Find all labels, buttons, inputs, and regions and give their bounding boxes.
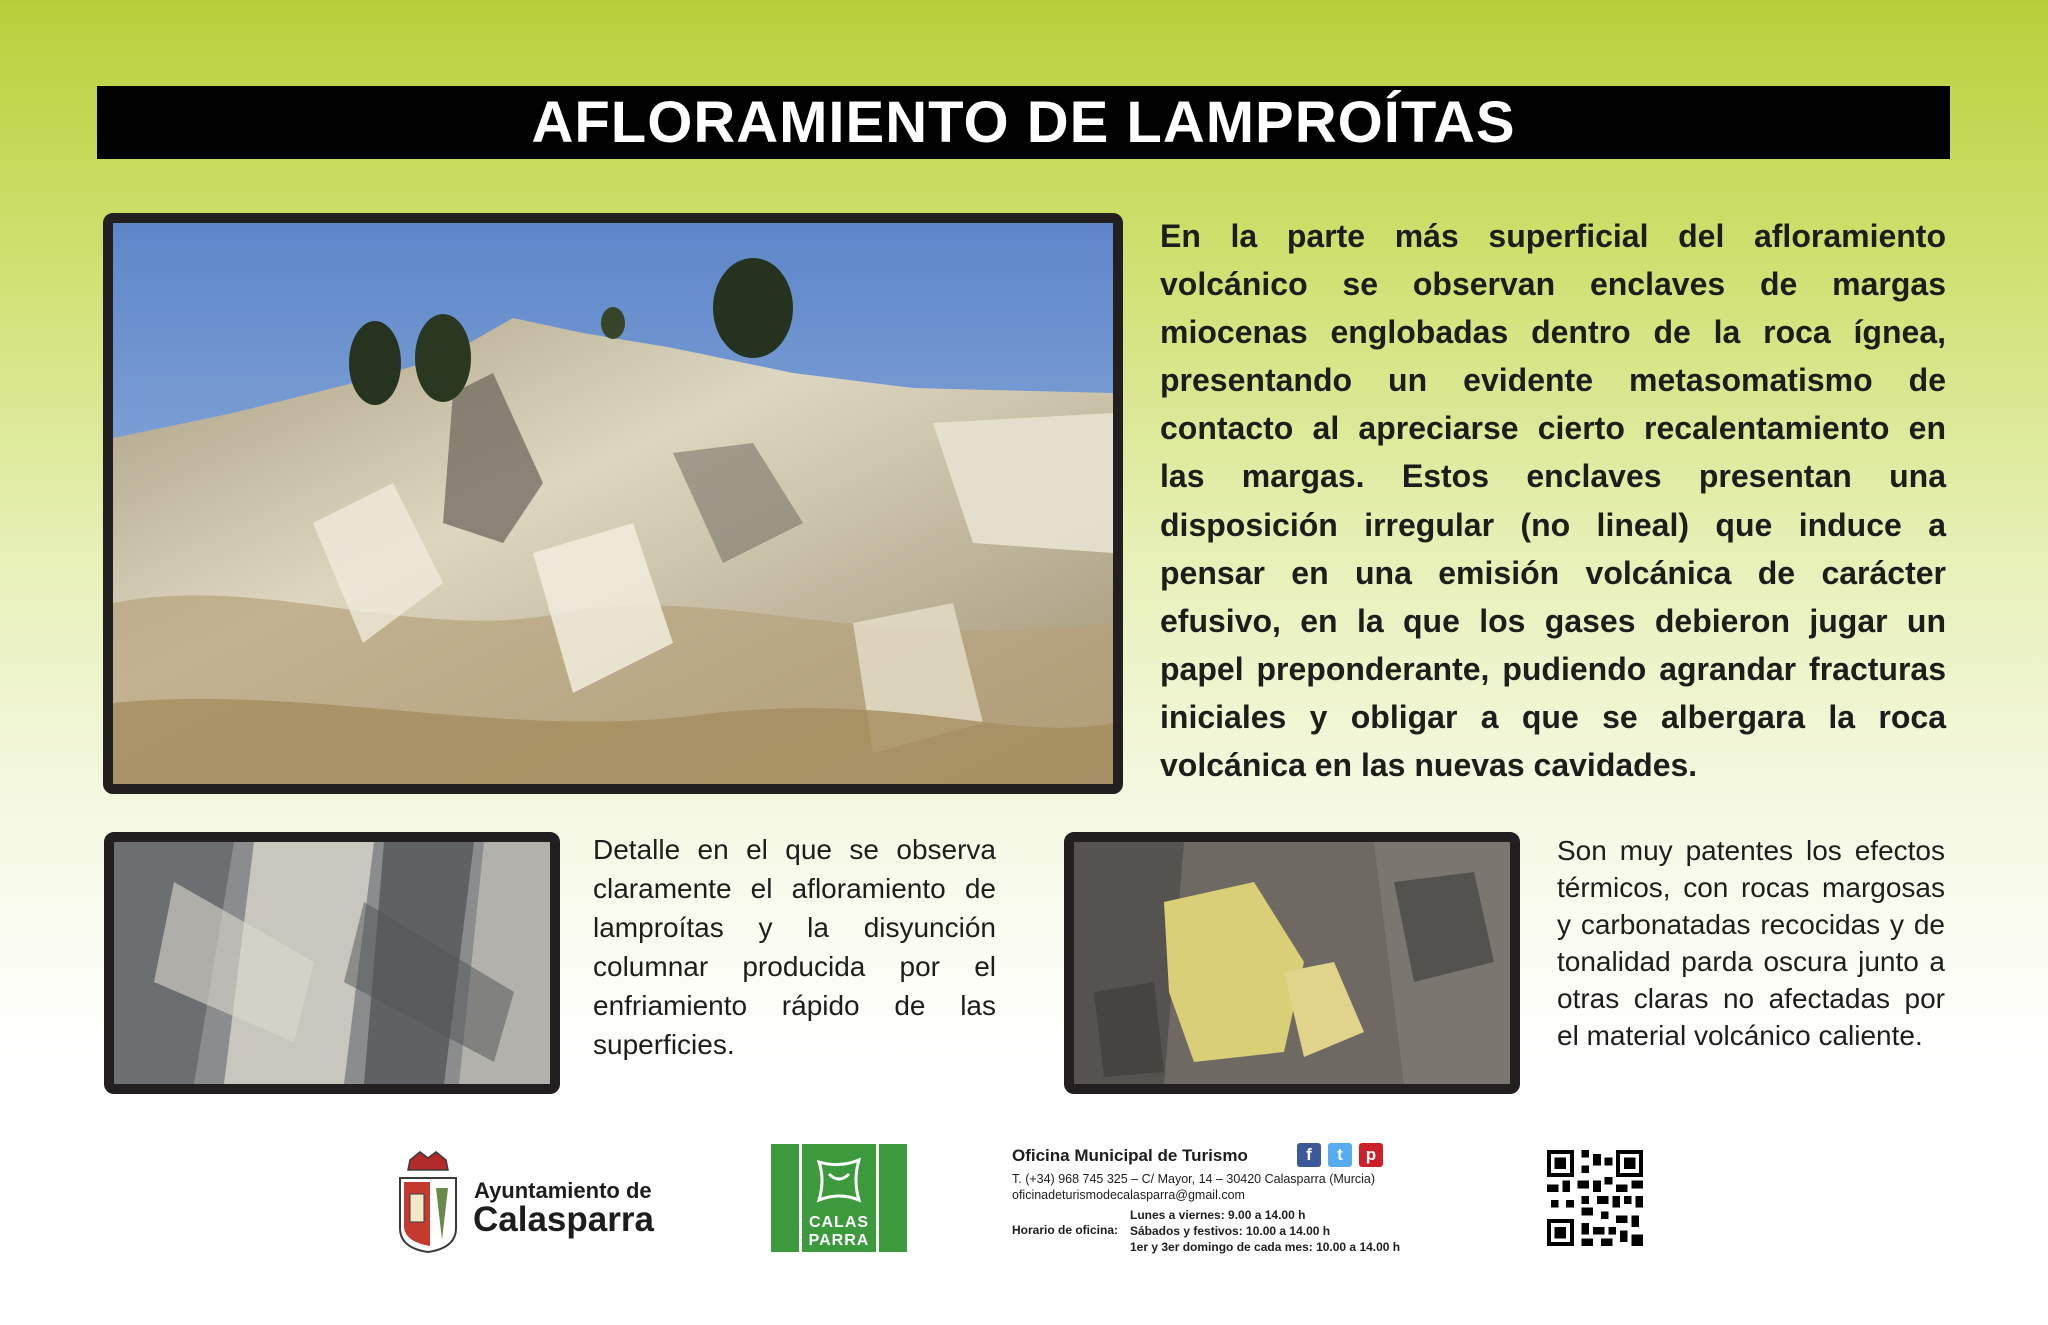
thermal-effects-photo (1064, 832, 1520, 1094)
outcrop-photo (103, 213, 1123, 794)
main-description: En la parte más superficial del afloramiento volcánico se observan enclaves de margas miocenas englobadas dentro de la roca ígnea, presentando un evidente metasomatismo de contacto al apreciarse cierto recalentamiento en las margas. Estos enclaves presentan una disposición irregular (no lineal) que induce a pensar en una emisión volcánica de carácter efusivo, en la que los gases debieron jugar un papel preponderante, pudiendo agrandar fracturas iniciales y obligar a que se albergara la roca volcánica en las nuevas cavidades. (1160, 218, 1946, 784)
ayuntamiento-label: Ayuntamiento de (474, 1178, 652, 1203)
office-phone-address: T. (+34) 968 745 325 – C/ Mayor, 14 – 30420 Calasparra (Murcia) (1012, 1172, 1376, 1186)
logo-text-1: CALAS (808, 1214, 870, 1231)
caption-columnar: Detalle en el que se observa claramente el afloramiento de lamproítas y la disyunción columnar producida por el enfriamiento rápido de las superficies. (593, 834, 996, 1060)
hours-sundays: 1er y 3er domingo de cada mes: 10.00 a 14.00 h (1130, 1240, 1401, 1254)
facebook-icon[interactable]: f (1297, 1143, 1321, 1167)
office-title: Oficina Municipal de Turismo (1012, 1146, 1248, 1165)
twitter-icon[interactable]: t (1328, 1143, 1352, 1167)
page-title: AFLORAMIENTO DE LAMPROÍTAS (97, 86, 1950, 159)
qr-code-icon[interactable] (1547, 1150, 1643, 1246)
hours-weekdays: Lunes a viernes: 9.00 a 14.00 h (1130, 1208, 1306, 1222)
office-email[interactable]: oficinadeturismodecalasparra@gmail.com (1012, 1188, 1245, 1202)
ayuntamiento-name: Calasparra (473, 1200, 654, 1239)
coat-of-arms-icon (396, 1148, 460, 1254)
tourism-mark-icon (811, 1154, 867, 1206)
logo-text-2: PARRA (808, 1232, 870, 1249)
hours-label: Horario de oficina: (1012, 1223, 1119, 1237)
footer (0, 1130, 2048, 1270)
office-hours (1130, 1207, 1400, 1255)
columnar-jointing-photo (104, 832, 560, 1094)
pinterest-icon[interactable]: p (1359, 1143, 1383, 1167)
hours-saturdays: Sábados y festivos: 10.00 a 14.00 h (1130, 1224, 1331, 1238)
calasparra-logo (771, 1144, 907, 1252)
caption-thermal: Son muy patentes los efectos térmicos, con rocas margosas y carbonatadas recocidas y de tonalidad parda oscura junto a otras claras no afectadas por el material volcánico caliente. (1557, 835, 1945, 1051)
